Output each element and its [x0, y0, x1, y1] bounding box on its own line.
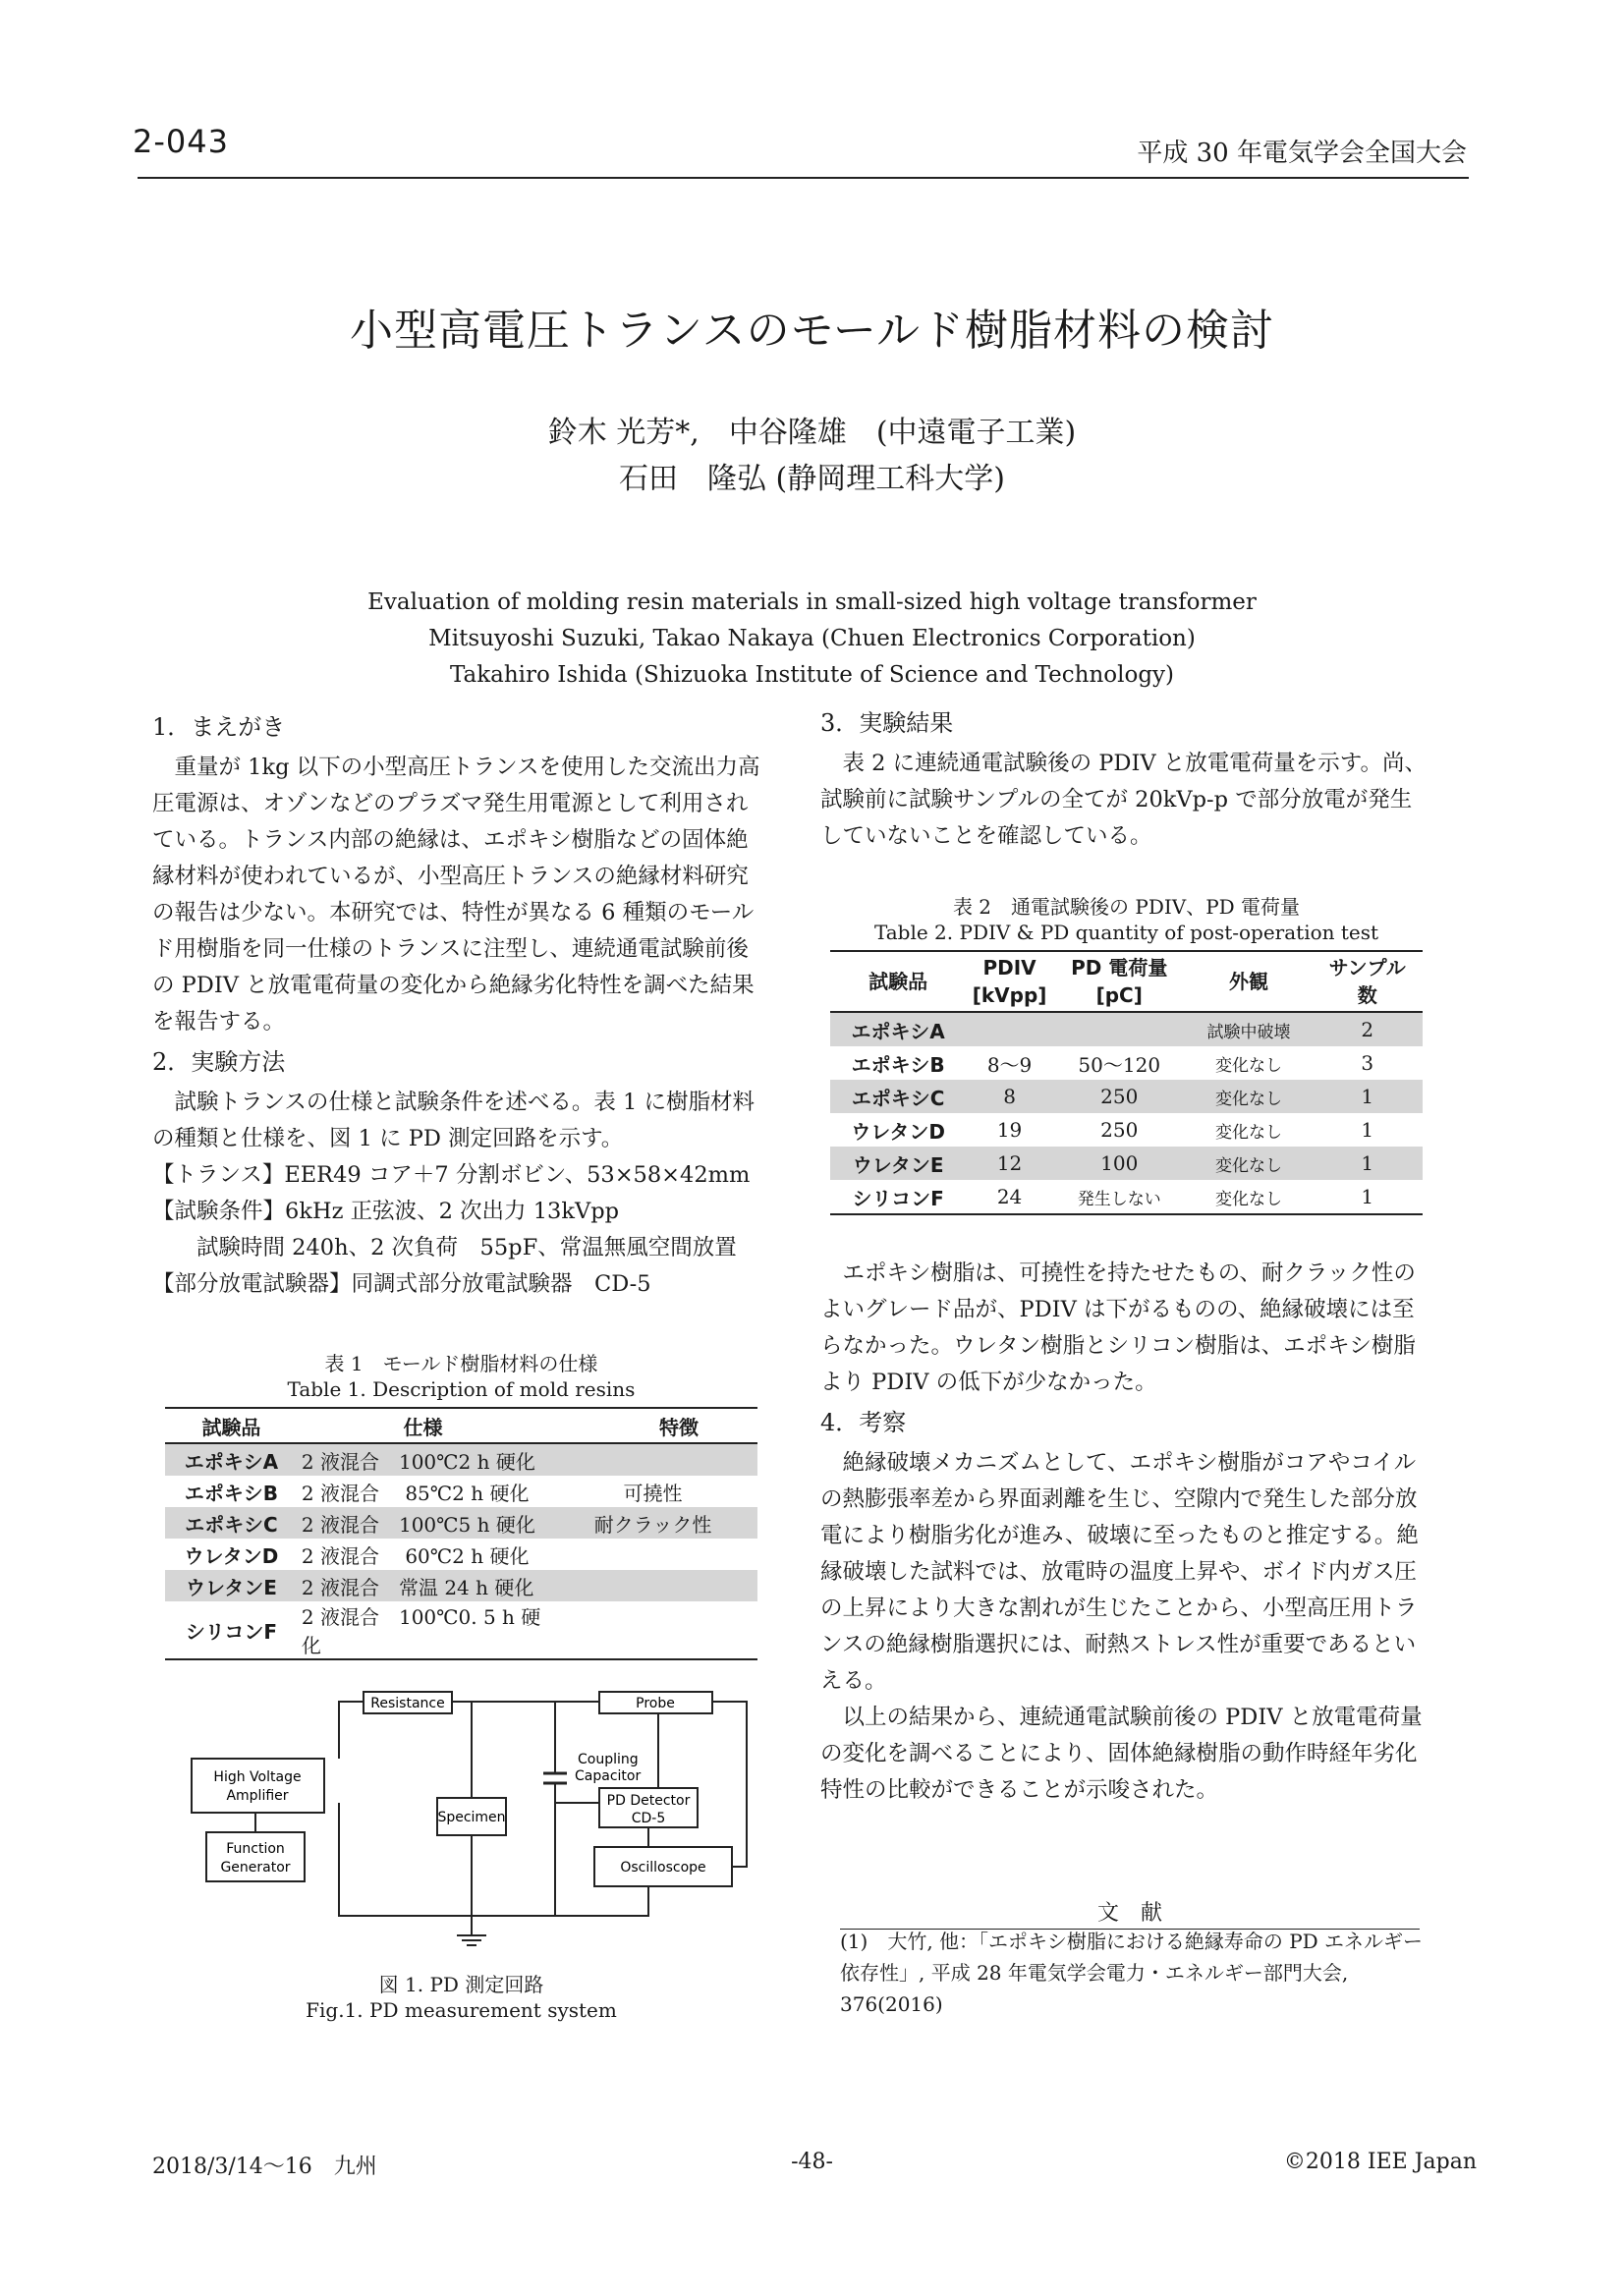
footer-date: 2018/3/14～16 九州 [152, 2155, 377, 2179]
table1-caption-en: Table 1. Description of mold resins [287, 1377, 636, 1401]
table2-header: サンプル [1328, 956, 1406, 980]
table2-header-unit: [kVpp] [972, 983, 1047, 1007]
hv-label: High Voltage [213, 1769, 302, 1785]
footer-copyright: ©2018 IEE Japan [1283, 2150, 1477, 2174]
table-cell: 変化なし [1186, 1147, 1313, 1180]
pd-detector-label: PD Detector [606, 1793, 691, 1809]
table-row [830, 1080, 1423, 1113]
spec-conditions: 【試験条件】6kHz 正弦波、2 次出力 13kVpp [152, 1199, 620, 1224]
figure1-caption-jp: 図 1. PD 測定回路 [378, 1973, 544, 1996]
conclusion-paragraph: 以上の結果から、連続通電試験前後の PDIV と放電電荷量の変化を調べることにより、固体絶縁樹脂の動作時経年劣化特性の比較ができることが示唆された。 [820, 1705, 1423, 1803]
table1-header: 仕様 [298, 1408, 548, 1443]
header-rule [138, 177, 1469, 179]
table-cell: ウレタンE [830, 1147, 966, 1180]
pd-circuit-diagram [177, 1670, 766, 1965]
table-cell: 2 液混合 100℃2 h 硬化 [298, 1443, 548, 1476]
table2-header-unit: [pC] [1095, 983, 1143, 1007]
section-3-heading: 3．実験結果 [820, 709, 954, 737]
table-cell: エポキシB [851, 1052, 945, 1077]
table-cell: 2 液混合 100℃0. 5 h 硬化 [301, 1605, 541, 1657]
table-cell [548, 1570, 757, 1601]
table1-header-row [165, 1408, 757, 1443]
table-cell: 250 [1053, 1080, 1186, 1113]
table2-header: 試験品 [830, 951, 966, 1012]
table-cell: シリコンF [852, 1186, 944, 1210]
conference-name: 平成 30 年電気学会全国大会 [1137, 139, 1467, 168]
authors-line-2: 石田 隆弘 (静岡理工科大学) [619, 462, 1005, 496]
table-cell [548, 1539, 757, 1570]
table2-caption-en: Table 2. PDIV & PD quantity of post-operation test [873, 921, 1379, 944]
english-authors-1: Mitsuyoshi Suzuki, Takao Nakaya (Chuen Electronics Corporation) [428, 626, 1196, 651]
table-row [830, 1046, 1423, 1080]
table-row [830, 1012, 1423, 1046]
page-number: -48- [791, 2150, 833, 2174]
table-cell: 試験中破壊 [1186, 1012, 1313, 1046]
table2-header-samples [1312, 951, 1423, 1012]
table-cell: 2 液混合 常温 24 h 硬化 [298, 1570, 548, 1601]
results-discussion-paragraph: エポキシ樹脂は、可撓性を持たせたもの、耐クラック性のよいグレード品が、PDIV は下がるものの、絶縁破壊には至らなかった。ウレタン樹脂とシリコン樹脂は、エポキシ樹脂より PDIV の低下が少なかった。 [820, 1260, 1416, 1395]
cd5-label: CD-5 [631, 1811, 666, 1826]
capacitor-label: Capacitor [575, 1768, 642, 1784]
table-cell: 100 [1053, 1147, 1186, 1180]
table-cell [966, 1012, 1053, 1046]
table2-header-row [830, 951, 1423, 1012]
results-paragraph: 表 2 に連続通電試験後の PDIV と放電電荷量を示す。尚、試験前に試験サンプルの全てが 20kVp-p で部分放電が発生していないことを確認している。 [820, 751, 1427, 849]
table2-header-count: 数 [1357, 983, 1377, 1007]
table-row [165, 1570, 757, 1601]
table2-header: 外観 [1186, 951, 1313, 1012]
english-title: Evaluation of molding resin materials in small-sized high voltage transformer [367, 589, 1257, 615]
section-4-heading: 4．考察 [820, 1409, 907, 1436]
spec-pd-tester: 【部分放電試験器】同調式部分放電試験器 CD-5 [152, 1271, 651, 1297]
table-cell: 1 [1361, 1185, 1374, 1208]
authors-line-1: 鈴木 光芳*, 中谷隆雄 (中遠電子工業) [547, 416, 1077, 450]
table-cell [1053, 1012, 1186, 1046]
discussion-paragraph: 絶縁破壊メカニズムとして、エポキシ樹脂がコアやコイルの熱膨張率差から界面剥離を生じ、空隙内で発生した部分放電により樹脂劣化が進み、破壊に至ったものと推定する。絶縁破壊した試料では、放電時の温度上昇や、ボイド内ガス圧の上昇により大きな割れが生じたことから、小型高圧用トランスの絶縁樹脂選択には、耐熱ストレス性が重要であるといえる。 [820, 1450, 1419, 1694]
table-cell: 1 [1361, 1118, 1374, 1142]
table-cell: 19 [996, 1118, 1023, 1142]
table-cell: 2 液混合 60℃2 h 硬化 [301, 1543, 530, 1568]
table-cell: 50～120 [1078, 1052, 1161, 1077]
table-cell: 3 [1361, 1051, 1374, 1075]
table-cell: 1 [1312, 1080, 1423, 1113]
specimen-label: Specimen [437, 1810, 506, 1825]
table-cell: 1 [1312, 1147, 1423, 1180]
table-2 [830, 950, 1423, 1215]
table-cell: ウレタンD [851, 1119, 946, 1144]
right-column-top [820, 705, 1429, 855]
table-cell: ウレタンE [165, 1570, 298, 1601]
resistance-label: Resistance [370, 1696, 445, 1711]
method-paragraph: 試験トランスの仕様と試験条件を述べる。表 1 に樹脂材料の種類と仕様を、図 1 に PD 測定回路を示す。 [152, 1090, 755, 1151]
table-cell [548, 1443, 757, 1476]
function-label: Function [226, 1841, 285, 1857]
spec-transformer: 【トランス】EER49 コア＋7 分割ボビン、53×58×42mm [152, 1162, 751, 1188]
table-cell: 変化なし [1215, 1055, 1283, 1076]
table-cell: エポキシC [830, 1080, 966, 1113]
table-row [830, 1113, 1423, 1147]
intro-paragraph: 重量が 1kg 以下の小型高圧トランスを使用した交流出力高圧電源は、オゾンなどのプラズマ発生用電源として利用されている。トランス内部の絶縁は、エポキシ樹脂などの固体絶縁材料が使われているが、小型高圧トランスの絶縁材料研究の報告は少ない。本研究では、特性が異なる 6 種類のモールド用樹脂を同一仕様のトランスに注型し、連続通電試験前後の PDIV と放電電荷量の変化から絶縁劣化特性を調べた結果を報告する。 [152, 755, 760, 1035]
reference-1: (1) 大竹, 他：「エポキシ樹脂における絶縁寿命の PD エネルギー依存性」, 平成 28 年電気学会電力・エネルギー部門大会, 376(2016) [840, 1930, 1424, 2016]
spec-duration: 試験時間 240h、2 次負荷 55pF、常温無風空間放置 [196, 1235, 737, 1260]
table-cell: 変化なし [1215, 1189, 1283, 1209]
table-cell: シリコンF [185, 1619, 278, 1644]
table2-caption-jp: 表 2 通電試験後の PDIV、PD 電荷量 [952, 895, 1301, 919]
table-cell: 12 [966, 1147, 1053, 1180]
table1-caption-jp: 表 1 モールド樹脂材料の仕様 [324, 1352, 598, 1375]
table-cell [548, 1601, 757, 1659]
table-row [165, 1443, 757, 1476]
table-cell: 可撓性 [623, 1481, 683, 1505]
left-column [152, 709, 761, 1303]
table-cell: エポキシC [165, 1507, 298, 1539]
table-cell: 250 [1100, 1118, 1139, 1142]
table2-header-pd [1053, 951, 1186, 1012]
table-cell: エポキシB [184, 1481, 278, 1505]
table-row [830, 1180, 1423, 1214]
table1-header: 特徴 [548, 1408, 757, 1443]
section-2-heading: 2．実験方法 [152, 1048, 286, 1076]
generator-label: Generator [220, 1860, 291, 1876]
table-cell: 変化なし [1215, 1122, 1283, 1143]
coupling-label: Coupling [578, 1752, 639, 1767]
probe-label: Probe [636, 1696, 675, 1711]
table-cell: 発生しない [1077, 1189, 1161, 1209]
table-cell: 耐クラック性 [548, 1507, 757, 1539]
paper-title: 小型高電圧トランスのモールド樹脂材料の検討 [349, 306, 1275, 356]
table-row [165, 1476, 757, 1507]
section-1-heading: 1．まえがき [152, 713, 286, 741]
ground-icon [457, 1935, 486, 1945]
table-cell: 2 [1312, 1012, 1423, 1046]
paper-code: 2-043 [133, 123, 229, 160]
table1-header: 試験品 [165, 1408, 298, 1443]
table2-header: PD 電荷量 [1071, 956, 1168, 980]
table-cell: 8～9 [986, 1052, 1033, 1077]
table-cell: 8 [966, 1080, 1053, 1113]
oscilloscope-label: Oscilloscope [620, 1860, 706, 1876]
table2-header: PDIV [982, 956, 1036, 980]
table-row [830, 1147, 1423, 1180]
figure1-caption-en: Fig.1. PD measurement system [306, 1998, 617, 2022]
table-cell: 2 液混合 85℃2 h 硬化 [301, 1481, 530, 1505]
table2-header-pdiv [966, 951, 1053, 1012]
table-cell: エポキシA [830, 1012, 966, 1046]
right-column-bottom [820, 1256, 1429, 1809]
table-row [165, 1601, 757, 1659]
hv-amplifier-box [192, 1759, 324, 1813]
references-heading: 文 献 [840, 1896, 1420, 1930]
table-cell: 24 [996, 1185, 1023, 1208]
table-cell: ウレタンD [184, 1543, 279, 1568]
table-cell: エポキシA [165, 1443, 298, 1476]
amplifier-label: Amplifier [226, 1788, 289, 1804]
table-row [165, 1539, 757, 1570]
table-cell: 変化なし [1186, 1080, 1313, 1113]
table-1 [165, 1407, 757, 1660]
table-cell: 2 液混合 100℃5 h 硬化 [298, 1507, 548, 1539]
table-row [165, 1507, 757, 1539]
english-authors-2: Takahiro Ishida (Shizuoka Institute of Science and Technology) [449, 662, 1175, 688]
